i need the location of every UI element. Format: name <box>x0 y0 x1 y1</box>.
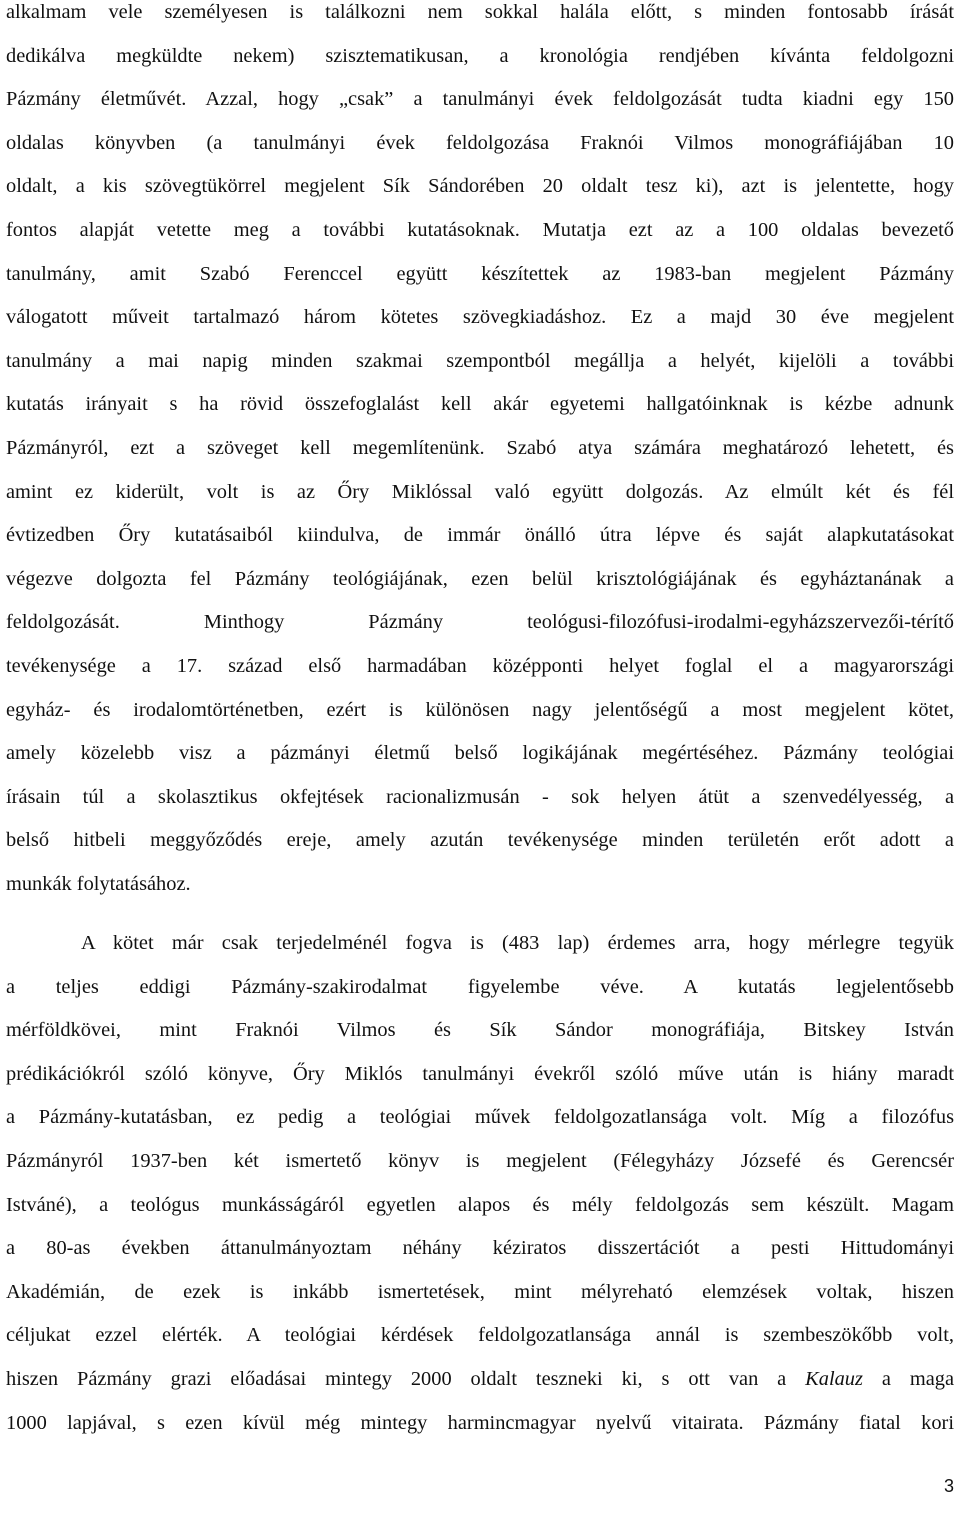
text-line: dedikálva megküldte nekem) szisztematikusan, a kronológia rendjében kívánta feldolgozni <box>6 44 954 67</box>
text-line: végezve dolgozta fel Pázmány teológiájának, ezen belül krisztológiájának és egyháztanának a <box>6 567 954 590</box>
text-line: mérföldkövei, mint Fraknói Vilmos és Sík Sándor monográfiája, Bitskey István <box>6 1019 954 1042</box>
text-line: írásain túl a skolasztikus okfejtések racionalizmusán - sok helyen átüt a szenvedélyesség, a <box>6 785 954 808</box>
text-line: egyház- és irodalomtörténetben, ezért is különösen nagy jelentőségű a most megjelent kötet, <box>6 698 954 721</box>
text-line: tanulmány, amit Szabó Ferenccel együtt készítettek az 1983-ban megjelent Pázmány <box>6 262 954 285</box>
text-line: oldalas könyvben (a tanulmányi évek feldolgozása Fraknói Vilmos monográfiájában 10 <box>6 131 954 154</box>
text-line-with-italic <box>6 1358 954 1402</box>
text-line: Istváné), a teológus munkásságáról egyetlen alapos és mély feldolgozás sem készült. Magam <box>6 1193 954 1216</box>
text-line: válogatott műveit tartalmazó három kötetes szövegkiadáshoz. Ez a majd 30 éve megjelent <box>6 306 954 329</box>
text-line: évtizedben Őry kutatásaiból kiindulva, de immár önálló útra lépve és saját alapkutatásokat <box>6 524 954 547</box>
text-line: céljukat ezzel elérték. A teológiai kérdések feldolgozatlansága annál is szembeszökőbb volt, <box>6 1324 954 1347</box>
text-line: a teljes eddigi Pázmány-szakirodalmat figyelembe véve. A kutatás legjelentősebb <box>6 975 954 998</box>
text-line: a 80-as években áttanulmányoztam néhány kéziratos disszertációt a pesti Hittudományi <box>6 1237 954 1260</box>
text-line: 1000 lapjával, s ezen kívül még mintegy harmincmagyar nyelvű vitairata. Pázmány fiatal kori <box>6 1411 954 1434</box>
text-line: tevékenysége a 17. század első harmadában középponti helyet foglal el a magyarországi <box>6 654 954 677</box>
page-number: 3 <box>943 1476 954 1496</box>
text-line: belső hitbeli meggyőződés ereje, amely azután tevékenysége minden területén erőt adott a <box>6 829 954 852</box>
text-line: oldalt, a kis szövegtükörrel megjelent Sík Sándorében 20 oldalt tesz ki), azt is jelentette, hogy <box>6 175 954 198</box>
text-segment: a maga <box>862 1367 954 1390</box>
text-line: kutatás irányait s ha rövid összefoglalást kell akár egyetemi hallgatóinknak is kézbe adnunk <box>6 393 954 416</box>
text-line: amint ez kiderült, volt is az Őry Miklóssal való együtt dolgozás. Az elmúlt két és fél <box>6 480 954 503</box>
paragraph-1 <box>6 0 954 906</box>
text-line: alkalmam vele személyesen is találkozni nem sokkal halála előtt, s minden fontosabb írását <box>6 1 954 23</box>
italic-title-kalauz: Kalauz <box>805 1367 863 1390</box>
text-line: Pázmányról, ezt a szöveget kell megemlítenünk. Szabó atya számára meghatározó lehetett, és <box>6 436 954 459</box>
text-segment: hiszen Pázmány grazi előadásai mintegy 2000 oldalt teszneki ki, s ott van a <box>6 1367 806 1390</box>
text-line: munkák folytatásához. <box>6 872 191 895</box>
text-line: fontos alapját vetette meg a további kutatásoknak. Mutatja ezt az a 100 oldalas bevezető <box>6 218 954 241</box>
text-line: Pázmányról 1937-ben két ismertető könyv is megjelent (Félegyházy Józsefé és Gerencsér <box>6 1149 954 1172</box>
text-line: tanulmány a mai napig minden szakmai szempontból megállja a helyét, kijelöli a további <box>6 349 954 372</box>
text-line: prédikációkról szóló könyve, Őry Miklós tanulmányi évekről szóló műve után is hiány maradt <box>6 1062 954 1085</box>
text-line: amely közelebb visz a pázmányi életmű belső logikájának megértéséhez. Pázmány teológiai <box>6 742 954 765</box>
text-line: A kötet már csak terjedelménél fogva is (483 lap) érdemes arra, hogy mérlegre tegyük <box>81 932 954 954</box>
text-line: Pázmány életművét. Azzal, hogy „csak” a tanulmányi évek feldolgozását tudta kiadni egy 150 <box>6 88 954 111</box>
text-line: feldolgozását. Minthogy Pázmány teológusi-filozófusi-irodalmi-egyházszervezői-térítő <box>6 611 954 634</box>
text-line: a Pázmány-kutatásban, ez pedig a teológiai művek feldolgozatlansága volt. Míg a filozófus <box>6 1106 954 1129</box>
paragraph-2 <box>6 922 954 1445</box>
text-line: Akadémián, de ezek is inkább ismertetések, mint mélyreható elemzések voltak, hiszen <box>6 1280 954 1303</box>
